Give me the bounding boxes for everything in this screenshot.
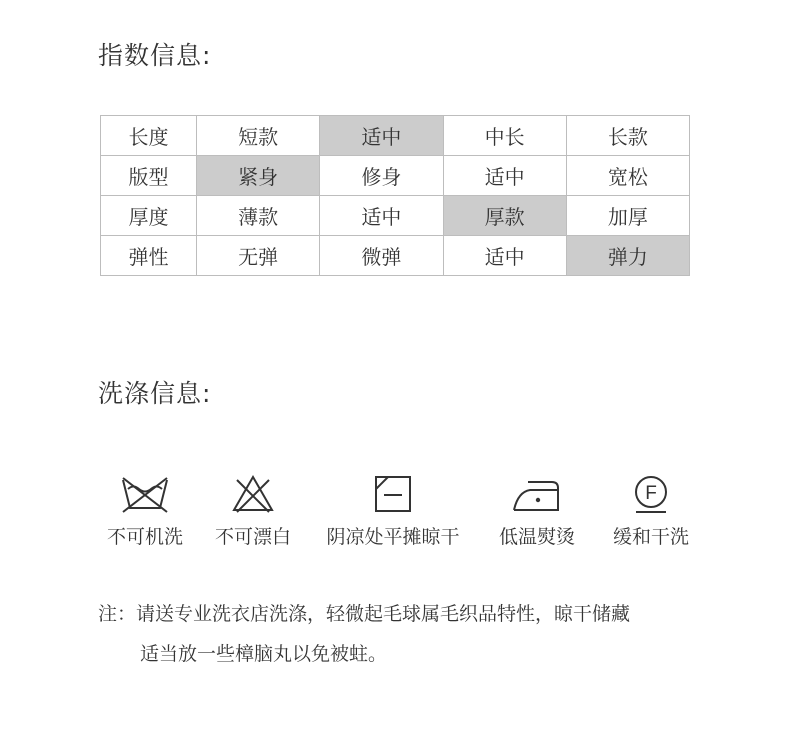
table-row bbox=[101, 236, 690, 276]
low-iron-icon bbox=[510, 474, 564, 514]
option-cell: 修身 bbox=[320, 156, 443, 196]
index-info-heading: 指数信息: bbox=[98, 41, 212, 70]
option-cell: 厚款 bbox=[443, 196, 566, 236]
option-cell: 宽松 bbox=[566, 156, 689, 196]
option-cell: 无弹 bbox=[197, 236, 320, 276]
care-label: 不可漂白 bbox=[214, 526, 291, 548]
note-line-1: 请送专业洗衣店洗涤，轻微起毛球属毛织品特性，晾干储藏 bbox=[136, 603, 631, 625]
option-cell: 适中 bbox=[320, 116, 443, 156]
wash-info-heading: 洗涤信息: bbox=[98, 379, 212, 408]
option-cell: 薄款 bbox=[197, 196, 320, 236]
index-table bbox=[100, 115, 690, 276]
care-label: 阴凉处平摊晾干 bbox=[326, 526, 460, 548]
care-label: 低温熨烫 bbox=[498, 526, 575, 548]
row-label: 长度 bbox=[101, 116, 197, 156]
no-bleach-icon bbox=[228, 474, 278, 514]
care-item-no-wash bbox=[100, 474, 190, 549]
row-label: 弹性 bbox=[101, 236, 197, 276]
dry-clean-letter: F bbox=[645, 483, 657, 504]
table-row bbox=[101, 156, 690, 196]
table-row bbox=[101, 116, 690, 156]
note-line-2: 适当放一些樟脑丸以免被蛀。 bbox=[140, 643, 388, 665]
table-row bbox=[101, 196, 690, 236]
option-cell: 适中 bbox=[443, 156, 566, 196]
note-prefix: 注： bbox=[98, 603, 137, 625]
option-cell: 适中 bbox=[443, 236, 566, 276]
option-cell: 适中 bbox=[320, 196, 443, 236]
care-label: 不可机洗 bbox=[106, 526, 183, 548]
shade-flat-dry-icon bbox=[368, 474, 418, 514]
option-cell: 微弹 bbox=[320, 236, 443, 276]
dry-clean-icon bbox=[626, 474, 676, 514]
option-cell: 加厚 bbox=[566, 196, 689, 236]
care-note bbox=[98, 594, 630, 674]
option-cell: 紧身 bbox=[197, 156, 320, 196]
option-cell: 中长 bbox=[443, 116, 566, 156]
care-item-low-iron bbox=[492, 474, 582, 549]
option-cell: 短款 bbox=[197, 116, 320, 156]
care-item-dry-clean bbox=[606, 474, 696, 549]
care-item-shade-flat-dry bbox=[318, 474, 468, 549]
option-cell: 弹力 bbox=[566, 236, 689, 276]
care-item-no-bleach bbox=[208, 474, 298, 549]
no-wash-icon bbox=[120, 474, 170, 514]
option-cell: 长款 bbox=[566, 116, 689, 156]
row-label: 厚度 bbox=[101, 196, 197, 236]
care-label: 缓和干洗 bbox=[612, 526, 689, 548]
row-label: 版型 bbox=[101, 156, 197, 196]
